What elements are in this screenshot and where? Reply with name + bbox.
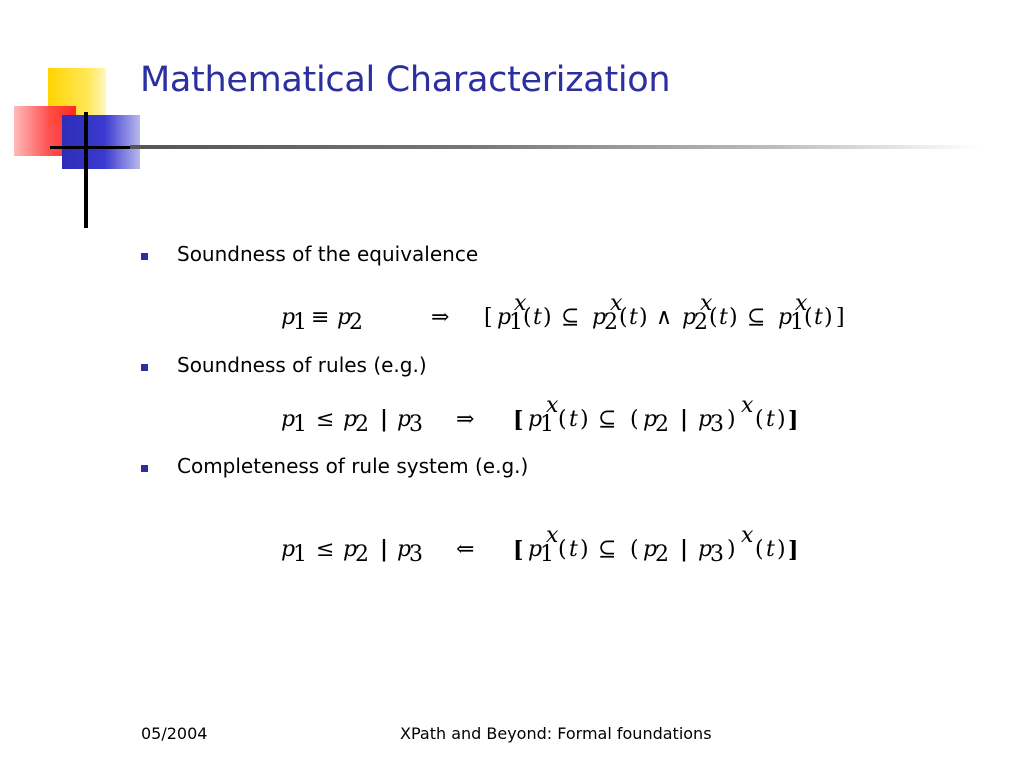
f1-p: p [337, 305, 352, 330]
f3-sub: 3 [710, 542, 724, 567]
f3-lparen: ( [755, 537, 764, 562]
f2-subseteq: ⊆ [598, 407, 617, 432]
f2-p: p [343, 407, 358, 432]
f2-lparen: ( [755, 407, 764, 432]
f2-p: p [397, 407, 412, 432]
f3-p: p [698, 537, 713, 562]
f1-rparen: ) [824, 305, 833, 330]
f1-sub: 2 [694, 310, 708, 335]
f3-p: p [281, 537, 296, 562]
f2-rbrack: ] [788, 407, 799, 433]
f3-lbrack: [ [513, 537, 524, 563]
formula-completeness [281, 523, 798, 567]
f1-rparen: ) [639, 305, 648, 330]
f3-leq: ≤ [316, 537, 335, 562]
f2-t: t [766, 407, 775, 432]
f3-p: p [528, 537, 543, 562]
f2-lparen: ( [630, 407, 639, 432]
f3-rparen: ) [727, 537, 736, 562]
f3-rparen: ) [580, 537, 589, 562]
f1-lparen: ( [804, 305, 813, 330]
f1-subseteq: ⊆ [561, 305, 580, 330]
f3-sup: x [741, 523, 754, 548]
f2-implies: ⇒ [456, 407, 475, 432]
f2-p: p [528, 407, 543, 432]
f1-subseteq: ⊆ [747, 305, 766, 330]
f1-p: p [778, 305, 793, 330]
f1-p: p [592, 305, 607, 330]
bullet-soundness-rules: Soundness of rules (e.g.) [177, 353, 427, 377]
f2-rparen: ) [777, 407, 786, 432]
f2-rparen: ) [580, 407, 589, 432]
f1-t: t [719, 305, 728, 330]
f1-sup: x [610, 291, 623, 316]
bullet-completeness: Completeness of rule system (e.g.) [177, 454, 529, 478]
bullet-soundness-equivalence: Soundness of the equivalence [177, 242, 479, 266]
f1-t: t [629, 305, 638, 330]
f2-p: p [698, 407, 713, 432]
f1-sub: 1 [509, 310, 523, 335]
f3-impliedby: ⇐ [456, 537, 475, 562]
f3-lparen: ( [558, 537, 567, 562]
f3-bar: | [680, 536, 689, 562]
f1-t: t [533, 305, 542, 330]
f1-lparen: ( [619, 305, 628, 330]
f2-leq: ≤ [316, 407, 335, 432]
slide-title: Mathematical Characterization [140, 60, 671, 100]
f2-bar: | [680, 406, 689, 432]
f3-sub: 1 [293, 542, 307, 567]
f2-sub: 2 [355, 412, 369, 437]
formula-soundness-rules [281, 393, 798, 437]
f3-t: t [569, 537, 578, 562]
f1-p: p [682, 305, 697, 330]
f3-p: p [643, 537, 658, 562]
f1-lparen: ( [523, 305, 532, 330]
f2-sub: 2 [655, 412, 669, 437]
f1-t: t [814, 305, 823, 330]
f2-lbrack: [ [513, 407, 524, 433]
f3-sup: x [546, 523, 559, 548]
f1-wedge: ∧ [656, 305, 673, 330]
f3-sub: 2 [655, 542, 669, 567]
f1-sub: 2 [604, 310, 618, 335]
f2-t: t [569, 407, 578, 432]
f2-lparen: ( [558, 407, 567, 432]
f1-equiv: ≡ [311, 305, 330, 330]
f2-bar: | [380, 406, 389, 432]
f2-sub: 1 [540, 412, 554, 437]
f1-sup: x [514, 291, 527, 316]
f3-sub: 2 [355, 542, 369, 567]
f1-rparen: ) [729, 305, 738, 330]
f1-sub: 2 [349, 310, 363, 335]
f3-p: p [397, 537, 412, 562]
f2-sup: x [741, 393, 754, 418]
f2-sup: x [546, 393, 559, 418]
f2-p: p [281, 407, 296, 432]
f1-sup: x [700, 291, 713, 316]
f1-lbrack: [ [484, 305, 493, 330]
f1-implies: ⇒ [431, 305, 450, 330]
f3-p: p [343, 537, 358, 562]
f2-rparen: ) [727, 407, 736, 432]
f3-subseteq: ⊆ [598, 537, 617, 562]
f3-t: t [766, 537, 775, 562]
f1-rparen: ) [543, 305, 552, 330]
f3-sub: 1 [540, 542, 554, 567]
f3-lparen: ( [630, 537, 639, 562]
f2-sub: 1 [293, 412, 307, 437]
footer-date: 05/2004 [141, 724, 208, 743]
f2-sub: 3 [409, 412, 423, 437]
formula-equivalence [281, 291, 845, 335]
f1-lparen: ( [709, 305, 718, 330]
footer-title: XPath and Beyond: Formal foundations [400, 724, 712, 743]
f1-rbrack: ] [836, 305, 845, 330]
f3-bar: | [380, 536, 389, 562]
f1-sup: x [795, 291, 808, 316]
f1-sub: 1 [293, 310, 307, 335]
f3-sub: 3 [409, 542, 423, 567]
f3-rparen: ) [777, 537, 786, 562]
f3-rbrack: ] [788, 537, 799, 563]
f1-sub: 1 [790, 310, 804, 335]
f2-p: p [643, 407, 658, 432]
f1-p: p [497, 305, 512, 330]
f2-sub: 3 [710, 412, 724, 437]
f1-p: p [281, 305, 296, 330]
